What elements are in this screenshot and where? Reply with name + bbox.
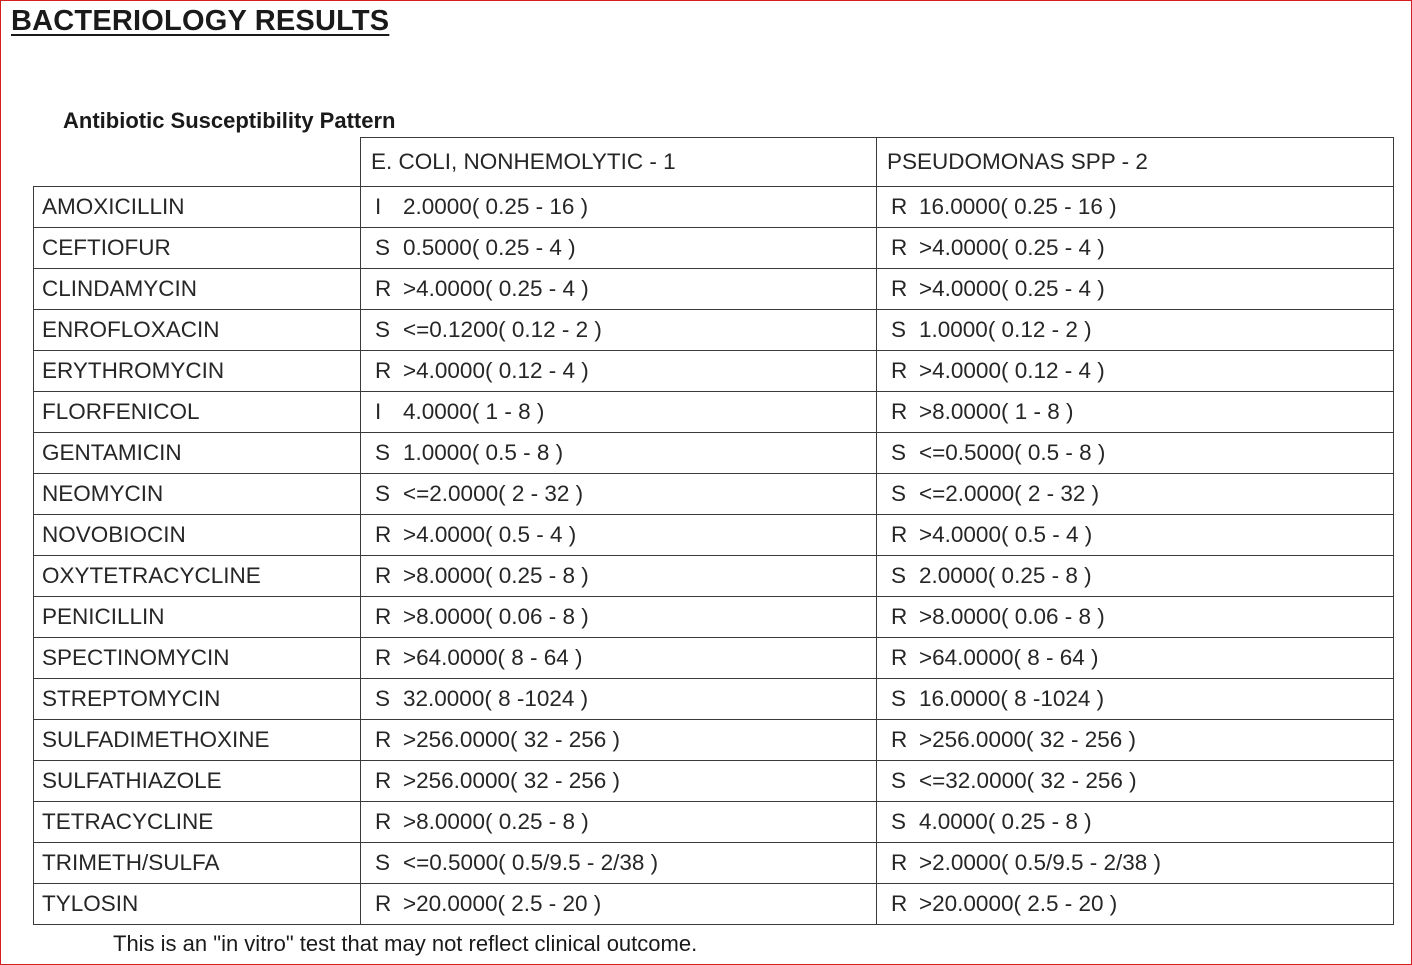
result-cell-organism-1	[361, 556, 877, 597]
mic-value: 1.0000( 0.12 - 2 )	[919, 317, 1092, 342]
mic-value: >20.0000( 2.5 - 20 )	[919, 891, 1118, 916]
header-blank-cell	[34, 138, 361, 187]
antibiotic-name: STREPTOMYCIN	[34, 679, 361, 720]
result-cell-organism-1	[361, 187, 877, 228]
result-cell-organism-2	[877, 310, 1394, 351]
mic-value: >8.0000( 0.25 - 8 )	[403, 809, 589, 834]
mic-value: >8.0000( 0.25 - 8 )	[403, 563, 589, 588]
interpretation-code: R	[375, 563, 392, 588]
mic-value: >64.0000( 8 - 64 )	[403, 645, 583, 670]
interpretation-code: R	[891, 850, 908, 875]
report-title: BACTERIOLOGY RESULTS	[11, 5, 390, 37]
susceptibility-table	[33, 137, 1394, 925]
interpretation-code: S	[891, 481, 907, 506]
mic-value: 2.0000( 0.25 - 16 )	[403, 194, 589, 219]
mic-value: >256.0000( 32 - 256 )	[919, 727, 1137, 752]
antibiotic-name: TETRACYCLINE	[34, 802, 361, 843]
antibiotic-name: OXYTETRACYCLINE	[34, 556, 361, 597]
interpretation-code: R	[891, 727, 908, 752]
mic-value: <=0.1200( 0.12 - 2 )	[403, 317, 602, 342]
interpretation-code: S	[891, 768, 907, 793]
result-cell-organism-1	[361, 351, 877, 392]
antibiotic-name: FLORFENICOL	[34, 392, 361, 433]
result-cell-organism-2	[877, 187, 1394, 228]
table-body	[34, 187, 1394, 925]
result-cell-organism-2	[877, 433, 1394, 474]
interpretation-code: S	[375, 440, 391, 465]
table-row	[34, 433, 1394, 474]
interpretation-code: R	[891, 194, 908, 219]
interpretation-code: S	[891, 440, 907, 465]
interpretation-code: S	[375, 317, 391, 342]
antibiotic-name: SPECTINOMYCIN	[34, 638, 361, 679]
antibiotic-name: SULFADIMETHOXINE	[34, 720, 361, 761]
antibiotic-name: ENROFLOXACIN	[34, 310, 361, 351]
table-row	[34, 843, 1394, 884]
organism-header-1: E. COLI, NONHEMOLYTIC - 1	[361, 138, 877, 187]
mic-value: >4.0000( 0.12 - 4 )	[403, 358, 589, 383]
mic-value: >64.0000( 8 - 64 )	[919, 645, 1099, 670]
mic-value: >4.0000( 0.25 - 4 )	[919, 235, 1105, 260]
interpretation-code: R	[375, 809, 392, 834]
mic-value: >256.0000( 32 - 256 )	[403, 727, 621, 752]
mic-value: 4.0000( 0.25 - 8 )	[919, 809, 1092, 834]
result-cell-organism-1	[361, 228, 877, 269]
table-row	[34, 802, 1394, 843]
result-cell-organism-2	[877, 515, 1394, 556]
result-cell-organism-2	[877, 556, 1394, 597]
interpretation-code: R	[375, 645, 392, 670]
result-cell-organism-1	[361, 515, 877, 556]
table-row	[34, 556, 1394, 597]
interpretation-code: R	[375, 522, 392, 547]
mic-value: <=0.5000( 0.5/9.5 - 2/38 )	[403, 850, 659, 875]
interpretation-code: R	[891, 891, 908, 916]
antibiotic-name: CLINDAMYCIN	[34, 269, 361, 310]
interpretation-code: S	[891, 563, 907, 588]
mic-value: 2.0000( 0.25 - 8 )	[919, 563, 1092, 588]
table-row	[34, 761, 1394, 802]
interpretation-code: S	[375, 850, 391, 875]
result-cell-organism-1	[361, 474, 877, 515]
result-cell-organism-1	[361, 884, 877, 925]
mic-value: >8.0000( 0.06 - 8 )	[403, 604, 589, 629]
mic-value: <=32.0000( 32 - 256 )	[919, 768, 1137, 793]
mic-value: <=2.0000( 2 - 32 )	[919, 481, 1100, 506]
result-cell-organism-2	[877, 351, 1394, 392]
mic-value: 32.0000( 8 -1024 )	[403, 686, 589, 711]
table-row	[34, 351, 1394, 392]
interpretation-code: R	[375, 358, 392, 383]
result-cell-organism-2	[877, 802, 1394, 843]
mic-value: >20.0000( 2.5 - 20 )	[403, 891, 602, 916]
interpretation-code: S	[375, 235, 391, 260]
result-cell-organism-1	[361, 843, 877, 884]
result-cell-organism-2	[877, 392, 1394, 433]
table-row	[34, 269, 1394, 310]
mic-value: >4.0000( 0.5 - 4 )	[919, 522, 1093, 547]
result-cell-organism-1	[361, 433, 877, 474]
result-cell-organism-1	[361, 802, 877, 843]
table-row	[34, 474, 1394, 515]
mic-value: >4.0000( 0.12 - 4 )	[919, 358, 1105, 383]
result-cell-organism-2	[877, 720, 1394, 761]
interpretation-code: R	[375, 768, 392, 793]
mic-value: >8.0000( 1 - 8 )	[919, 399, 1074, 424]
interpretation-code: R	[891, 522, 908, 547]
interpretation-code: R	[891, 645, 908, 670]
result-cell-organism-1	[361, 597, 877, 638]
interpretation-code: S	[891, 809, 907, 834]
result-cell-organism-1	[361, 638, 877, 679]
result-cell-organism-2	[877, 843, 1394, 884]
mic-value: 16.0000( 8 -1024 )	[919, 686, 1105, 711]
antibiotic-name: NEOMYCIN	[34, 474, 361, 515]
mic-value: 0.5000( 0.25 - 4 )	[403, 235, 576, 260]
result-cell-organism-1	[361, 761, 877, 802]
mic-value: >4.0000( 0.5 - 4 )	[403, 522, 577, 547]
antibiotic-name: NOVOBIOCIN	[34, 515, 361, 556]
result-cell-organism-2	[877, 761, 1394, 802]
table-row	[34, 884, 1394, 925]
result-cell-organism-1	[361, 269, 877, 310]
interpretation-code: R	[375, 891, 392, 916]
mic-value: >2.0000( 0.5/9.5 - 2/38 )	[919, 850, 1162, 875]
table-row	[34, 310, 1394, 351]
table-header-row	[34, 138, 1394, 187]
interpretation-code: S	[891, 686, 907, 711]
antibiotic-name: ERYTHROMYCIN	[34, 351, 361, 392]
interpretation-code: R	[891, 604, 908, 629]
interpretation-code: R	[891, 399, 908, 424]
table-row	[34, 679, 1394, 720]
result-cell-organism-2	[877, 269, 1394, 310]
interpretation-code: R	[891, 358, 908, 383]
interpretation-code: R	[375, 727, 392, 752]
mic-value: 16.0000( 0.25 - 16 )	[919, 194, 1117, 219]
result-cell-organism-2	[877, 474, 1394, 515]
interpretation-code: R	[375, 604, 392, 629]
result-cell-organism-2	[877, 679, 1394, 720]
section-title: Antibiotic Susceptibility Pattern	[63, 108, 396, 133]
mic-value: >8.0000( 0.06 - 8 )	[919, 604, 1105, 629]
table-row	[34, 392, 1394, 433]
interpretation-code: R	[891, 276, 908, 301]
interpretation-code: S	[375, 481, 391, 506]
mic-value: >4.0000( 0.25 - 4 )	[403, 276, 589, 301]
mic-value: <=0.5000( 0.5 - 8 )	[919, 440, 1106, 465]
antibiotic-name: TYLOSIN	[34, 884, 361, 925]
interpretation-code: I	[375, 399, 382, 424]
mic-value: 4.0000( 1 - 8 )	[403, 399, 545, 424]
result-cell-organism-2	[877, 597, 1394, 638]
interpretation-code: R	[891, 235, 908, 260]
interpretation-code: R	[375, 276, 392, 301]
antibiotic-name: SULFATHIAZOLE	[34, 761, 361, 802]
result-cell-organism-1	[361, 720, 877, 761]
mic-value: >256.0000( 32 - 256 )	[403, 768, 621, 793]
mic-value: >4.0000( 0.25 - 4 )	[919, 276, 1105, 301]
organism-header-2: PSEUDOMONAS SPP - 2	[877, 138, 1394, 187]
table-row	[34, 597, 1394, 638]
footnote: This is an "in vitro" test that may not reflect clinical outcome.	[113, 931, 698, 956]
result-cell-organism-1	[361, 392, 877, 433]
antibiotic-name: CEFTIOFUR	[34, 228, 361, 269]
antibiotic-name: TRIMETH/SULFA	[34, 843, 361, 884]
mic-value: 1.0000( 0.5 - 8 )	[403, 440, 564, 465]
result-cell-organism-2	[877, 228, 1394, 269]
table-row	[34, 638, 1394, 679]
interpretation-code: S	[891, 317, 907, 342]
result-cell-organism-1	[361, 310, 877, 351]
interpretation-code: I	[375, 194, 382, 219]
table-row	[34, 720, 1394, 761]
table-row	[34, 515, 1394, 556]
result-cell-organism-1	[361, 679, 877, 720]
result-cell-organism-2	[877, 638, 1394, 679]
table-row	[34, 187, 1394, 228]
antibiotic-name: GENTAMICIN	[34, 433, 361, 474]
interpretation-code: S	[375, 686, 391, 711]
table-row	[34, 228, 1394, 269]
result-cell-organism-2	[877, 884, 1394, 925]
mic-value: <=2.0000( 2 - 32 )	[403, 481, 584, 506]
antibiotic-name: PENICILLIN	[34, 597, 361, 638]
antibiotic-name: AMOXICILLIN	[34, 187, 361, 228]
